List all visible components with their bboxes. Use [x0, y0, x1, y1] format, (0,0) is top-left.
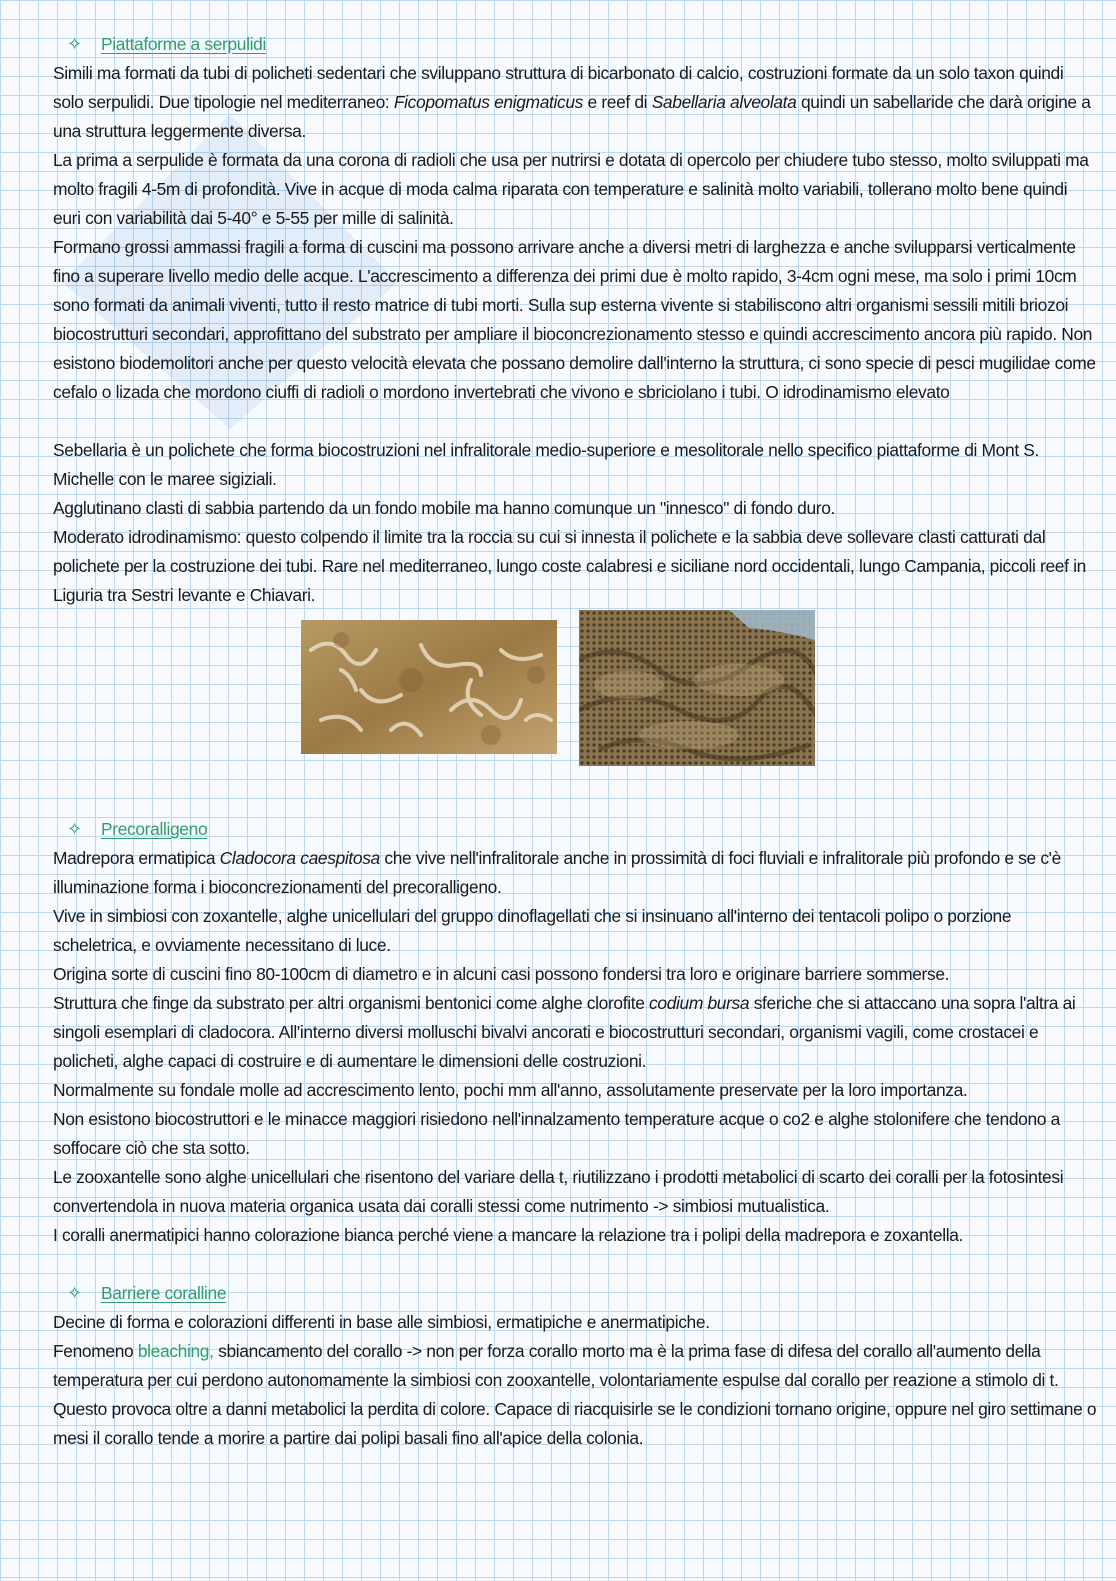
paragraph: Struttura che finge da substrato per altri organismi bentonici come alghe clorofite codium bursa sferiche che si attaccano una sopra l'altra ai singoli esemplari di cladocora. All'interno diversi molluschi bivalvi ancorati e biocostrutturi secondari, organismi vagili, come crostacei e policheti, alghe capaci di costruire e di aumentare le dimensioni delle costruzioni. — [53, 993, 1076, 1071]
four-point-star-icon: ✧ — [67, 1283, 82, 1303]
paragraph: Normalmente su fondale molle ad accrescimento lento, pochi mm all'anno, assolutamente preservate per la loro importanza. — [53, 1080, 968, 1100]
section-title: Precoralligeno — [101, 819, 208, 839]
paragraph: I coralli anermatipici hanno colorazione bianca perché viene a mancare la relazione tra i polipi della madrepora e zoxantella. — [53, 1225, 964, 1245]
paragraph: Origina sorte di cuscini fino 80-100cm di diametro e in alcuni casi possono fondersi tra loro e originare barriere sommerse. — [53, 964, 950, 984]
paragraph: La prima a serpulide è formata da una corona di radioli che usa per nutrirsi e dotata di opercolo per chiudere tubo stesso, molto sviluppati ma molto fragili 4-5m di profondità. Vive in acque di moda calma riparata con temperature e salinità molto variabili, tollerano molto bene quindi euri con variabilità dai 5-40° e 5-55 per mille di salinità. — [53, 150, 1089, 228]
paragraph: Fenomeno bleaching, sbiancamento del corallo -> non per forza corallo morto ma è la prima fase di difesa del corallo all'aumento della temperatura per cui perdono autonomamente la simbiosi con zooxantelle, volontariamente espulse dal corallo per reazione a stimolo di t. Questo provoca oltre a danni metabolici la perdita di colore. Capace di riacquisirle se le condizioni tornano origine, oppure nel giro settimane o mesi il corallo tende a morire a partire dai polipi basali fino all'apice della colonia. — [53, 1341, 1097, 1448]
species-name: codium bursa — [649, 993, 750, 1013]
species-name: Cladocora caespitosa — [219, 848, 380, 868]
highlighted-term: bleaching, — [137, 1341, 214, 1361]
paragraph: Le zooxantelle sono alghe unicellulari che risentono del variare della t, riutilizzano i prodotti metabolici di scarto dei coralli per la fotosintesi convertendola in nuova materia organica usata dai coralli stessi come nutrimento -> simbiosi mutualistica. — [53, 1167, 1064, 1216]
paragraph: Agglutinano clasti di sabbia partendo da un fondo mobile ma hanno comunque un "innesco" di fondo duro. — [53, 498, 836, 518]
figure-row — [53, 610, 1098, 815]
species-name: Ficopomatus enigmaticus — [393, 92, 584, 112]
paragraph: Vive in simbiosi con zoxantelle, alghe unicellulari del gruppo dinoflagellati che si insinuano all'interno dei tentacoli polipo o porzione scheletrica, e ovviamente necessitano di luce. — [53, 906, 1012, 955]
paragraph: Moderato idrodinamismo: questo colpendo il limite tra la roccia su cui si innesta il polichete e la sabbia deve sollevare clasti catturati dal polichete per la costruzione dei tubi. Rare nel mediterraneo, lungo coste calabresi e siciliane nord occidentali, lungo Campania, piccoli reef in Liguria tra Sestri levante e Chiavari. — [53, 527, 1086, 605]
sabellaria-reef-photo — [579, 610, 815, 766]
paragraph: Simili ma formati da tubi di policheti sedentari che sviluppano struttura di bicarbonato di calcio, costruzioni formate da un solo taxon quindi solo serpulidi. Due tipologie nel mediterraneo: Ficopomatus enigmaticus e reef di Sabellaria alveolata quindi un sabellaride che darà origine a una struttura leggermente diversa. — [53, 63, 1091, 141]
paragraph: Non esistono biocostruttori e le minacce maggiori risiedono nell'innalzamento temperature acque o co2 e alghe stolonifere che tendono a soffocare ciò che sta sotto. — [53, 1109, 1060, 1158]
four-point-star-icon: ✧ — [67, 34, 82, 54]
document-page — [53, 30, 1098, 1453]
paragraph: Decine di forma e colorazioni differenti in base alle simbiosi, ermatipiche e anermatipiche. — [53, 1312, 710, 1332]
paragraph: Madrepora ermatipica Cladocora caespitosa che vive nell'infralitorale anche in prossimità di foci fluviali e infralitorale più profondo e se c'è illuminazione forma i bioconcrezionamenti del precoralligeno. — [53, 848, 1061, 897]
section-title: Piattaforme a serpulidi — [101, 34, 266, 54]
serpulid-tubes-photo — [301, 620, 557, 754]
section-heading-serpulidi — [67, 30, 1098, 59]
paragraph: Sebellaria è un polichete che forma biocostruzioni nel infralitorale medio-superiore e mesolitorale nello specifico piattaforme di Mont S. Michelle con le maree sigiziali. — [53, 440, 1040, 489]
species-name: Sabellaria alveolata — [651, 92, 797, 112]
section-title: Barriere coralline — [101, 1283, 227, 1303]
section-heading-barriere — [67, 1279, 1098, 1308]
four-point-star-icon: ✧ — [67, 819, 82, 839]
section-heading-precoralligeno — [67, 815, 1098, 844]
paragraph: Formano grossi ammassi fragili a forma di cuscini ma possono arrivare anche a diversi metri di larghezza e anche svilupparsi verticalmente fino a superare livello medio delle acque. L'accrescimento a differenza dei primi due è molto rapido, 3-4cm ogni mese, ma solo i primi 10cm sono formati da animali viventi, tutto il resto matrice di tubi morti. Sulla sup esterna vivente si stabiliscono altri organismi sessili mitili briozoi biocostrutturi secondari, approfittano del substrato per ampliare il bioconcrezionamento stesso e quindi accrescimento ancora più rapido. Non esistono biodemolitori anche per questo velocità elevata che possano demolire dall'interno la struttura, ci sono specie di pesci mugilidae come cefalo o lizada che mordono ciuffi di radioli o mordono invertebrati che vivono e sbriciolano i tubi. O idrodinamismo elevato — [53, 237, 1096, 402]
